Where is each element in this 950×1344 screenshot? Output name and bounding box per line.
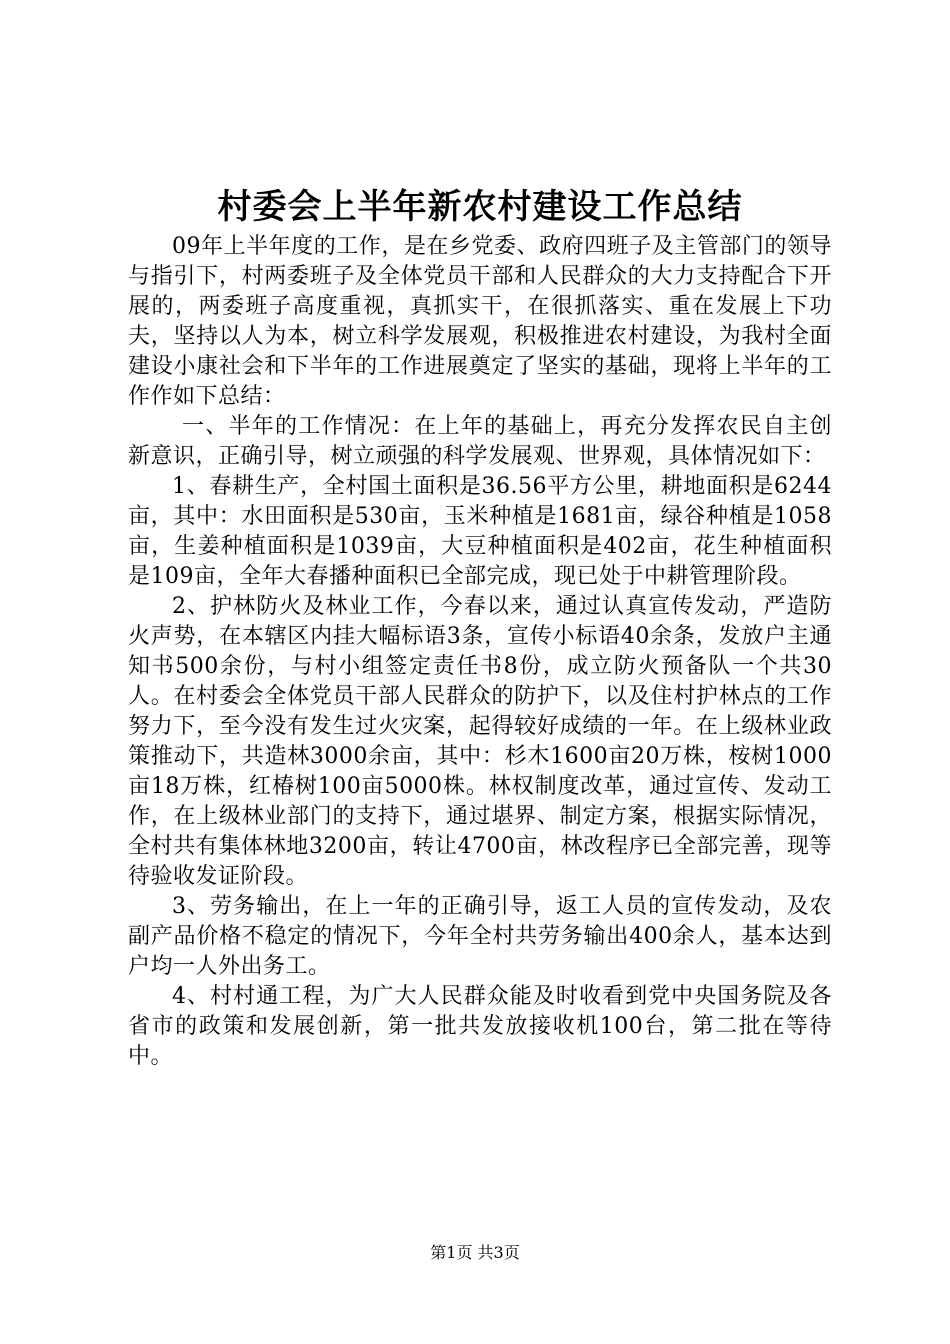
forest-fire-prevention-paragraph: 2、护林防火及林业工作，今春以来，通过认真宣传发动，严造防火声势，在本辖区内挂大幅标语3条，宣传小标语40余条，发放户主通知书500余份，与村小组签定责任书8份，成立防火预备队一个共30人。在村委会全体党员干部人民群众的防护下，以及住村护林点的工作努力下，至今没有发生过火灾案，起得较好成绩的一年。在上级林业政策推动下，共造林3000余亩，其中：杉木1600亩20万株，桉树1000亩18万株，红椿树100亩5000株。林权制度改革，通过宣传、发动工作，在上级林业部门的支持下，通过堪界、制定方案，根据实际情况，全村共有集体林地3200亩，转让4700亩，林改程序已全部完善，现等待验收发证阶段。	[128, 594, 832, 889]
spring-farming-paragraph: 1、春耕生产，全村国土面积是36.56平方公里，耕地面积是6244亩，其中：水田面积是530亩，玉米种植是1681亩，绿谷种植是1058亩，生姜种植面积是1039亩，大豆种植面积是402亩，花生种植面积是109亩，全年大春播种面积已全部完成，现已处于中耕管理阶段。	[128, 474, 832, 589]
document-page	[128, 182, 832, 1072]
labor-export-paragraph: 3、劳务输出，在上一年的正确引导，返工人员的宣传发动，及农副产品价格不稳定的情况下，今年全村共劳务输出400余人，基本达到户均一人外出务工。	[128, 894, 832, 979]
document-title: 村委会上半年新农村建设工作总结	[217, 187, 743, 227]
village-broadcast-paragraph: 4、村村通工程，为广大人民群众能及时收看到党中央国务院及各省市的政策和发展创新，第一批共发放接收机100台，第二批在等待中。	[128, 984, 832, 1069]
page-number-footer: 第1页 共3页	[430, 1243, 520, 1262]
section-heading-paragraph: 一、半年的工作情况：在上年的基础上，再充分发挥农民自主创新意识，正确引导，树立顽强的科学发展观、世界观，具体情况如下：	[128, 414, 832, 469]
intro-paragraph: 09年上半年度的工作，是在乡党委、政府四班子及主管部门的领导与指引下，村两委班子及全体党员干部和人民群众的大力支持配合下开展的，两委班子高度重视，真抓实干，在很抓落实、重在发展上下功夫，坚持以人为本，树立科学发展观，积极推进农村建设，为我村全面建设小康社会和下半年的工作进展奠定了坚实的基础，现将上半年的工作作如下总结：	[128, 234, 832, 409]
